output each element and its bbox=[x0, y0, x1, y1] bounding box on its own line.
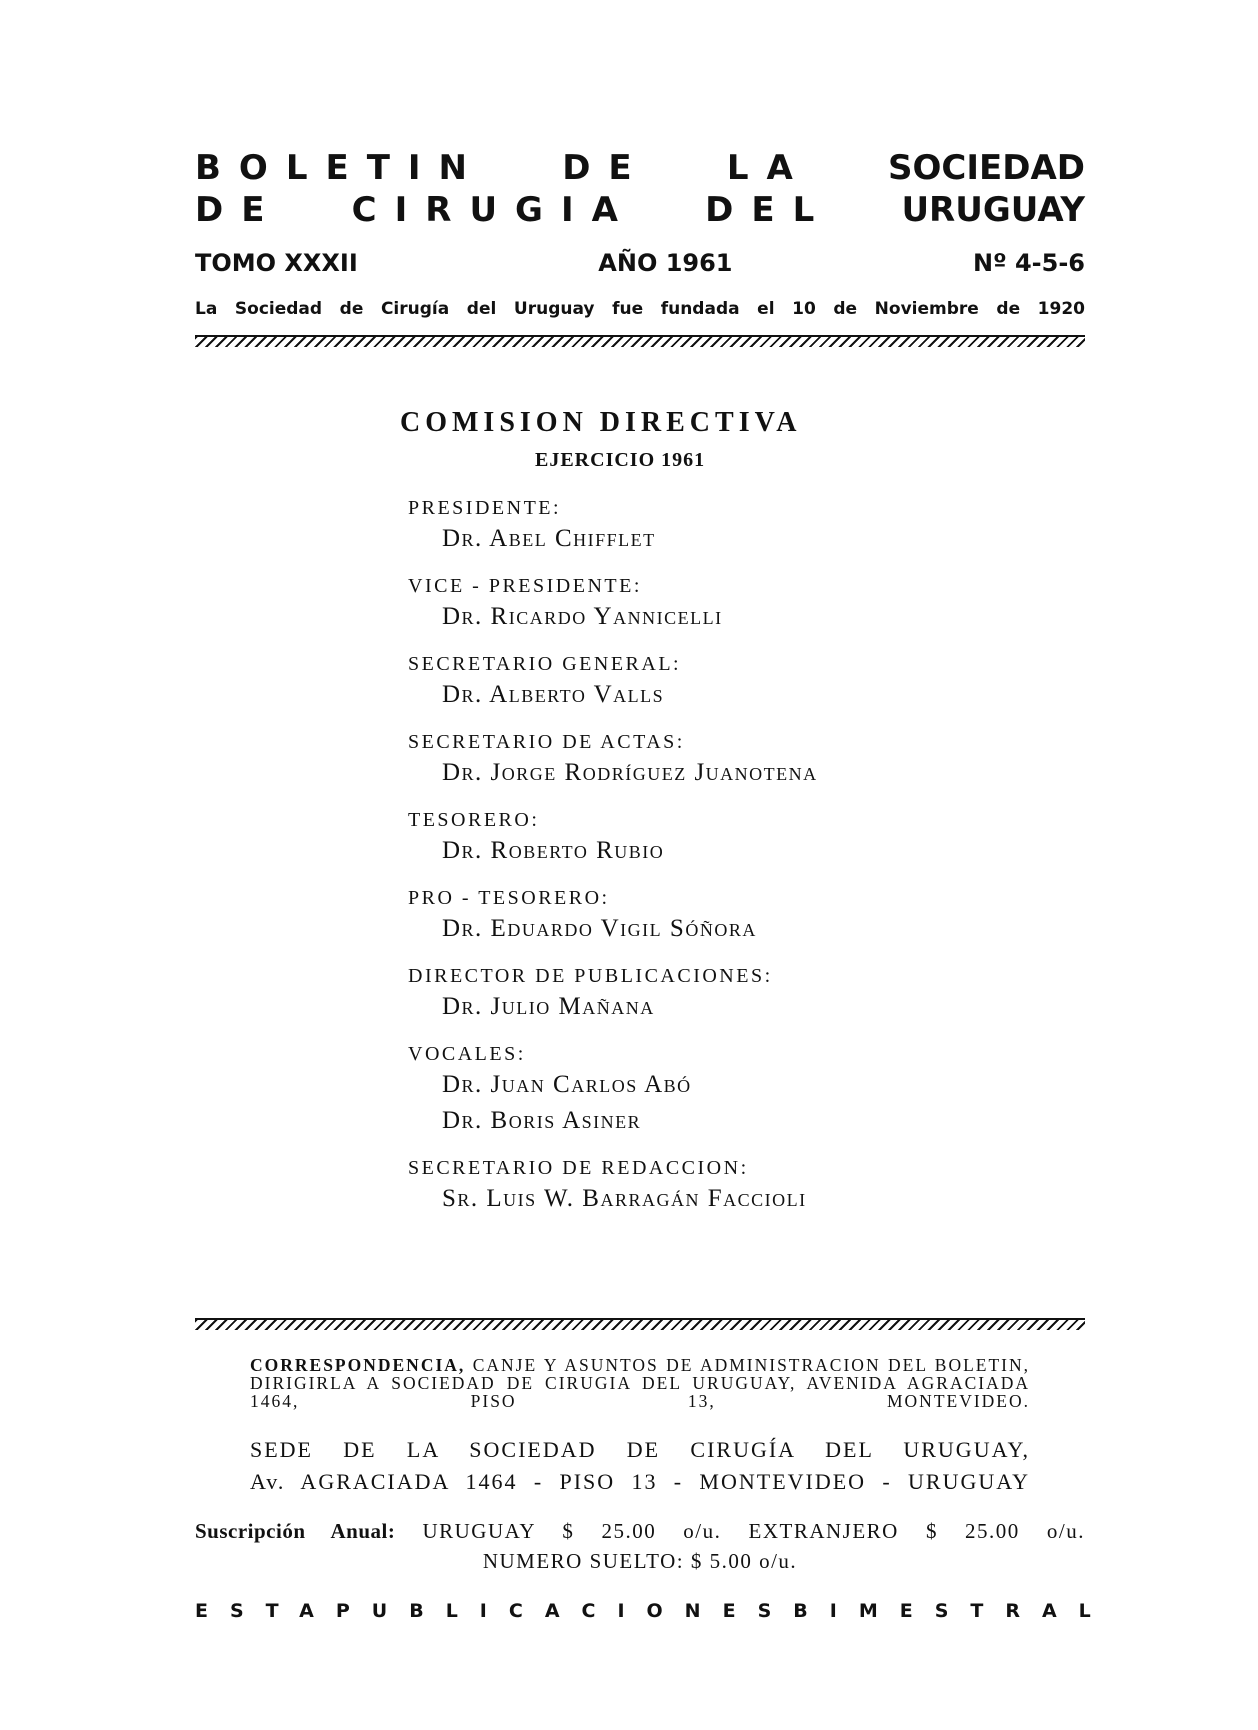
masthead-word: DEL bbox=[705, 190, 833, 230]
issue-number-label: Nº 4-5-6 bbox=[972, 249, 1085, 277]
role-block bbox=[408, 573, 1108, 635]
role-label: VICE - PRESIDENTE: bbox=[408, 575, 642, 597]
commission-subtitle: EJERCICIO 1961 bbox=[535, 449, 706, 471]
role-label: SECRETARIO DE REDACCION: bbox=[408, 1157, 749, 1179]
member-name: Dr. Jorge Rodríguez Juanotena bbox=[442, 759, 818, 786]
masthead-title-line-2 bbox=[195, 190, 1085, 230]
masthead-word: SOCIEDAD bbox=[888, 148, 1085, 188]
sede-line-1: SEDE DE LA SOCIEDAD DE CIRUGÍA DEL URUGUAY, bbox=[250, 1437, 1030, 1462]
issue-meta-row bbox=[195, 248, 1085, 278]
member-name: Dr. Ricardo Yannicelli bbox=[442, 603, 723, 630]
role-block bbox=[408, 1041, 1108, 1139]
commission-roles-list bbox=[408, 495, 1108, 1233]
role-block bbox=[408, 807, 1108, 869]
member-name: Dr. Boris Asiner bbox=[442, 1107, 642, 1134]
role-label: PRESIDENTE: bbox=[408, 497, 562, 519]
role-label: SECRETARIO GENERAL: bbox=[408, 653, 682, 675]
role-label: TESORERO: bbox=[408, 809, 540, 831]
role-label: SECRETARIO DE ACTAS: bbox=[408, 731, 685, 753]
role-label: DIRECTOR DE PUBLICACIONES: bbox=[408, 965, 773, 987]
member-name: Dr. Julio Mañana bbox=[442, 993, 655, 1020]
tomo-label: TOMO XXXII bbox=[195, 249, 358, 277]
member-name: Dr. Abel Chifflet bbox=[442, 525, 656, 552]
frequency-word: PUBLICACION bbox=[335, 1600, 723, 1622]
correspondence-text: CANJE Y ASUNTOS DE ADMINISTRACION DEL BOLETIN, DIRIGIRLA A SOCIEDAD DE CIRUGIA DEL URUGUAY, AVENIDA AGRACIADA 1464, PISO 13, MONTEVIDEO. bbox=[250, 1355, 1030, 1411]
role-label: PRO - TESORERO: bbox=[408, 887, 610, 909]
member-name: Dr. Juan Carlos Abó bbox=[442, 1071, 692, 1098]
masthead-word: BOLETIN bbox=[195, 148, 486, 188]
frequency-word: ESTA bbox=[195, 1600, 336, 1622]
subscription-text: URUGUAY $ 25.00 o/u. EXTRANJERO $ 25.00 o/u. bbox=[422, 1519, 1085, 1543]
commission-title: COMISION DIRECTIVA bbox=[400, 407, 802, 438]
masthead-word: CIRUGIA bbox=[351, 190, 636, 230]
ornamental-rule-bottom bbox=[195, 1318, 1085, 1330]
frequency-word: BIMESTRAL bbox=[793, 1600, 1113, 1622]
year-label: AÑO 1961 bbox=[598, 249, 733, 277]
frequency-word: ES bbox=[722, 1600, 794, 1622]
role-block bbox=[408, 963, 1108, 1025]
role-block bbox=[408, 651, 1108, 713]
role-block bbox=[408, 729, 1108, 791]
founding-note: La Sociedad de Cirugía del Uruguay fue fundada el 10 de Noviembre de 1920 bbox=[195, 299, 1085, 319]
masthead-title-line-1 bbox=[195, 148, 1085, 188]
correspondence-lead: CORRESPONDENCIA, bbox=[250, 1355, 466, 1375]
publication-frequency bbox=[195, 1598, 1113, 1624]
member-name: Dr. Roberto Rubio bbox=[442, 837, 665, 864]
role-block bbox=[408, 885, 1108, 947]
sede-line-2: Av. AGRACIADA 1464 - PISO 13 - MONTEVIDEO - URUGUAY bbox=[250, 1469, 1030, 1494]
member-name: Dr. Eduardo Vigil Sóñora bbox=[442, 915, 757, 942]
headquarters-address bbox=[250, 1434, 1030, 1498]
subscription-info bbox=[195, 1516, 1085, 1576]
subscription-row bbox=[195, 1516, 1085, 1546]
member-name: Dr. Alberto Valls bbox=[442, 681, 665, 708]
correspondence-notice bbox=[250, 1356, 1030, 1410]
masthead-word: LA bbox=[726, 148, 811, 188]
masthead-word: URUGUAY bbox=[901, 190, 1085, 230]
ornamental-rule-top bbox=[195, 335, 1085, 347]
role-block bbox=[408, 1155, 1108, 1217]
subscription-lead: Suscripción Anual: bbox=[195, 1519, 396, 1543]
role-label: VOCALES: bbox=[408, 1043, 526, 1065]
single-issue-price: NUMERO SUELTO: $ 5.00 o/u. bbox=[482, 1549, 798, 1573]
masthead-word: DE bbox=[562, 148, 650, 188]
member-name: Sr. Luis W. Barragán Faccioli bbox=[442, 1185, 807, 1212]
masthead-word: DE bbox=[195, 190, 283, 230]
role-block bbox=[408, 495, 1108, 557]
